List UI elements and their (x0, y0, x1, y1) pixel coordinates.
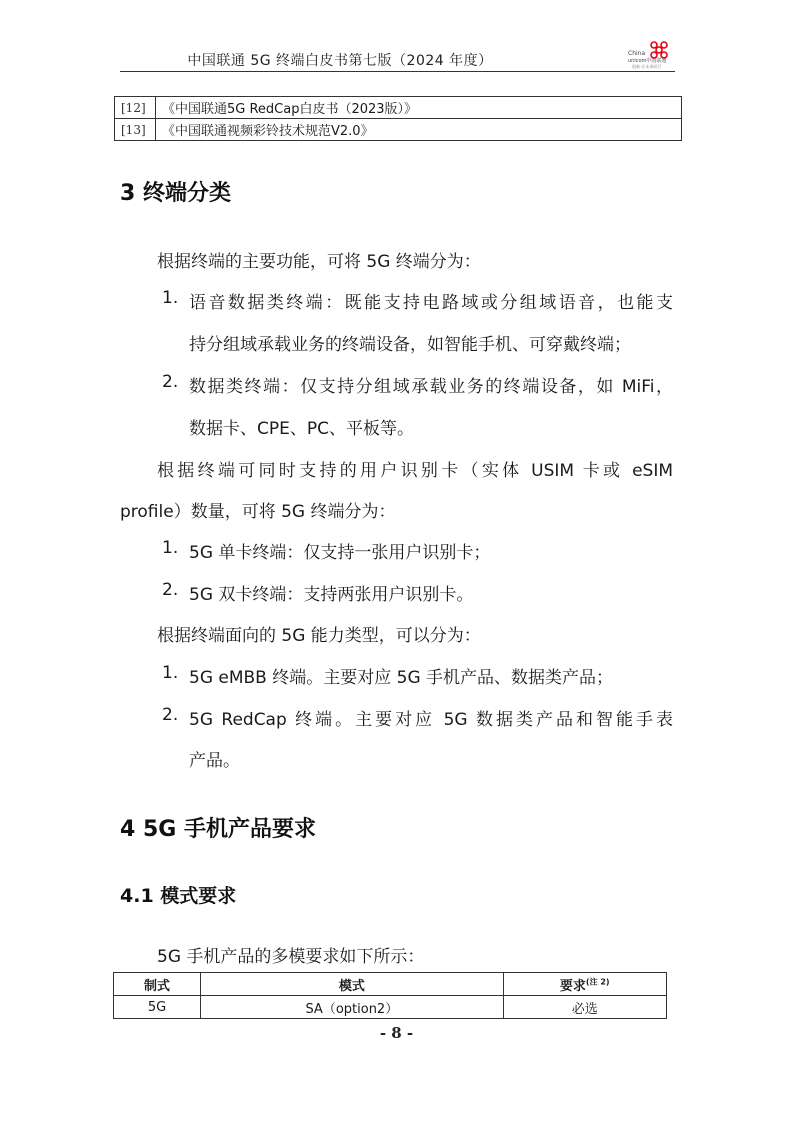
header-divider (120, 71, 675, 72)
list-item-redcap-line1: 5G RedCap 终端。主要对应 5G 数据类产品和智能手表 (189, 710, 673, 730)
paragraph-intro-sim-line2: profile）数量，可将 5G 终端分为： (120, 502, 396, 522)
list-item-voice-data-line1: 语音数据类终端：既能支持电路域或分组域语音，也能支 (189, 293, 673, 313)
list-item-voice-data-line2: 持分组域承载业务的终端设备，如智能手机、可穿戴终端； (189, 335, 631, 355)
list-number: 2. (162, 705, 179, 725)
list-number: 2. (162, 580, 179, 600)
list-item-dual-sim: 5G 双卡终端：支持两张用户识别卡。 (189, 585, 474, 605)
list-number: 1. (162, 288, 179, 308)
header-title: 中国联通 5G 终端白皮书第七版（2024 年度） (187, 53, 493, 69)
logo-slogan: 创新·让未来同行 (632, 64, 662, 69)
logo-text-china: China (628, 50, 646, 57)
list-number: 1. (162, 538, 179, 558)
paragraph-mode-intro: 5G 手机产品的多模要求如下所示： (157, 947, 425, 967)
list-number: 1. (162, 663, 179, 683)
list-item-data-line1: 数据类终端：仅支持分组域承载业务的终端设备，如 MiFi， (189, 377, 673, 397)
mode-requirements-table (113, 972, 667, 1019)
paragraph-intro-function: 根据终端的主要功能，可将 5G 终端分为： (157, 252, 481, 272)
table-cell: 必选 (503, 996, 666, 1019)
column-header-mode: 模式 (201, 973, 503, 996)
section-4-heading: 4 5G 手机产品要求 (120, 817, 316, 842)
column-header-requirement (503, 973, 666, 996)
table-header-row (114, 973, 667, 996)
china-unicom-logo (628, 40, 672, 70)
reference-title: 《中国联通视频彩铃技术规范V2.0》 (156, 119, 682, 141)
reference-index: [12] (115, 97, 156, 119)
table-row (115, 97, 682, 119)
section-3-heading: 3 终端分类 (120, 181, 231, 206)
section-4-1-heading: 4.1 模式要求 (120, 885, 237, 907)
list-item-embb: 5G eMBB 终端。主要对应 5G 手机产品、数据类产品； (189, 668, 614, 688)
list-item-single-sim: 5G 单卡终端：仅支持一张用户识别卡； (189, 543, 491, 563)
reference-title: 《中国联通5G RedCap白皮书（2023版）》 (156, 97, 682, 119)
column-header-standard: 制式 (114, 973, 201, 996)
list-item-redcap-line2: 产品。 (189, 751, 240, 771)
logo-text-unicom: unicom中国联通 (628, 58, 667, 64)
list-number: 2. (162, 372, 179, 392)
requirement-label: 要求 (559, 978, 586, 994)
reference-index: [13] (115, 119, 156, 141)
table-cell: SA（option2） (201, 996, 503, 1019)
page-number: - 8 - (379, 1024, 414, 1042)
paragraph-intro-capability: 根据终端面向的 5G 能力类型，可以分为： (157, 626, 481, 646)
list-item-data-line2: 数据卡、CPE、PC、平板等。 (189, 419, 414, 439)
paragraph-intro-sim-line1: 根据终端可同时支持的用户识别卡（实体 USIM 卡或 eSIM (157, 461, 673, 481)
table-cell: 5G (114, 996, 201, 1019)
requirement-footnote: (注 2) (585, 977, 610, 987)
table-row (114, 996, 667, 1019)
references-table (114, 96, 682, 141)
table-row (115, 119, 682, 141)
